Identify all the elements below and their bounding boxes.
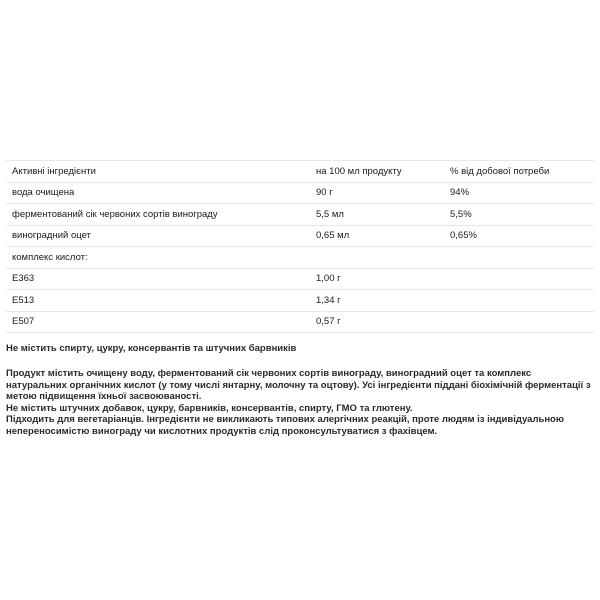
- ingredient-amount: [310, 247, 444, 269]
- table-row: [6, 268, 594, 290]
- table-row: [6, 311, 594, 333]
- ingredient-name: комплекс кислот:: [6, 247, 310, 269]
- ingredient-daily-value: 0,65%: [444, 225, 594, 247]
- header-per-100ml: на 100 мл продукту: [310, 161, 444, 183]
- description-line: Підходить для вегетаріанців. Інгредієнти не викликають типових алергічних реакцій, проте людям із індивідуальною непереносимістю винограду чи кислотних продуктів слід проконсультуватися з фахівцем.: [6, 414, 564, 437]
- description-paragraph: Продукт містить очищену воду, ферментований сік червоних сортів винограду, виноградний оцет та комплекс натуральних органічних кислот (у тому числі янтарну, молочну та оцтову). Усі інгредієнти піддані біохімічній ферментації з метою підвищення їхньої засвоюваності.: [6, 368, 591, 403]
- table-row: [6, 290, 594, 312]
- ingredient-amount: 5,5 мл: [310, 204, 444, 226]
- product-description: [6, 368, 594, 438]
- ingredient-daily-value: [444, 290, 594, 312]
- table-row: [6, 204, 594, 226]
- no-additives-note: Не містить спирту, цукру, консервантів та штучних барвників: [6, 343, 297, 354]
- ingredient-name: виноградний оцет: [6, 225, 310, 247]
- description-line: Не містить штучних добавок, цукру, барвників, консервантів, спирту, ГМО та глютену.: [6, 402, 413, 414]
- header-active-ingredients: Активні інгредієнти: [6, 161, 310, 183]
- table-row: [6, 225, 594, 247]
- ingredient-daily-value: [444, 311, 594, 333]
- ingredient-amount: 0,65 мл: [310, 225, 444, 247]
- ingredient-name: E507: [6, 311, 310, 333]
- table-row: [6, 182, 594, 204]
- ingredient-amount: 1,00 г: [310, 268, 444, 290]
- ingredient-name: E513: [6, 290, 310, 312]
- ingredient-name: E363: [6, 268, 310, 290]
- ingredient-name: ферментований сік червоних сортів винограду: [6, 204, 310, 226]
- product-info: [6, 160, 594, 438]
- ingredient-name: вода очищена: [6, 182, 310, 204]
- ingredient-amount: 0,57 г: [310, 311, 444, 333]
- ingredients-table: [6, 160, 594, 333]
- ingredient-daily-value: [444, 268, 594, 290]
- ingredient-amount: 90 г: [310, 182, 444, 204]
- ingredient-daily-value: 5,5%: [444, 204, 594, 226]
- table-header-row: [6, 161, 594, 183]
- ingredient-daily-value: [444, 247, 594, 269]
- ingredient-amount: 1,34 г: [310, 290, 444, 312]
- table-row: [6, 247, 594, 269]
- ingredient-daily-value: 94%: [444, 182, 594, 204]
- header-daily-value: % від добової потреби: [444, 161, 594, 183]
